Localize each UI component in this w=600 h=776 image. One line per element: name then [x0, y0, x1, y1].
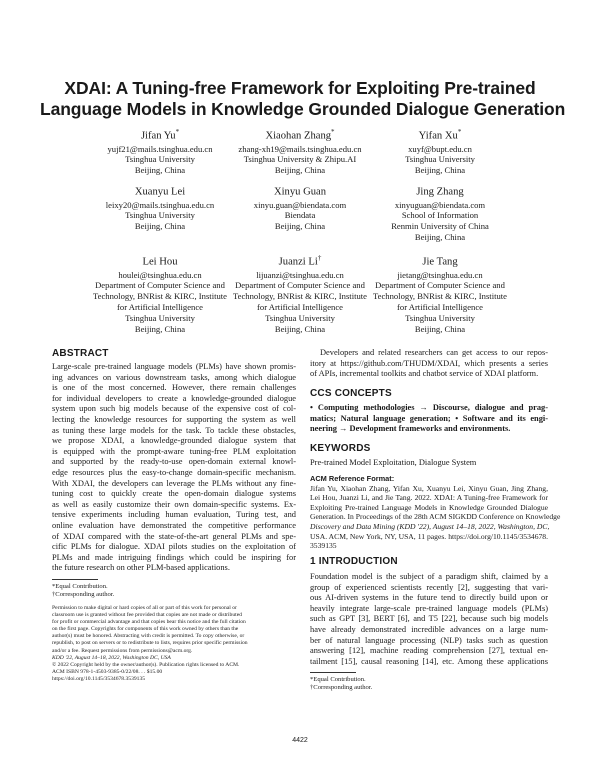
abstract-line: With XDAI, the developers can leverage the PLMs without any fine- [52, 478, 296, 488]
author-email[interactable]: leixy20@mails.tsinghua.edu.cn [105, 199, 215, 210]
reference-line[interactable]: USA. ACM, New York, NY, USA, 11 pages. https://doi.org/10.1145/3534678. [310, 531, 548, 541]
author-location: Beijing, China [134, 324, 186, 335]
reference-format [310, 474, 561, 551]
abstract-line: PLMs and made intriguing findings which could be inspiring for [52, 552, 296, 562]
permission-line: Permission to make digital or hard copies of all or part of this work for personal or [52, 605, 237, 611]
repository-line[interactable]: itory at https://github.com/THUDM/XDAI, which presents a series [310, 358, 548, 368]
repository-line: of APIs, incremental toolkits and chatbot service of XDAI platform. [310, 369, 539, 379]
permission-line: author(s) must be honored. Abstracting with credit is permitted. To copy otherwise, or [52, 633, 245, 640]
author-affiliation: Technology, BNRist & KIRC, Institute [93, 291, 227, 302]
author-location: Beijing, China [274, 221, 326, 232]
introduction-heading: 1 INTRODUCTION [310, 556, 398, 567]
right-footnotes [310, 676, 548, 693]
author-name: Jie Tang [422, 256, 458, 268]
reference-line: 3539135 [310, 541, 337, 551]
author-affiliation: Technology, BNRist & KIRC, Institute [233, 291, 367, 302]
abstract-line: ing advances on various downstream tasks, among which dialogue [52, 372, 296, 382]
author-affiliation: Tsinghua University [125, 210, 195, 221]
introduction-line: ber of natural language processing (NLP) tasks such as question [310, 635, 548, 645]
author-location: Beijing, China [134, 165, 186, 176]
author-mark: * [175, 128, 180, 136]
abstract-line: and supported by the ready-to-use open-domain external knowl- [52, 457, 296, 467]
author-block [220, 182, 380, 232]
abstract-line: Large-scale pre-trained language models (PLMs) have shown promis- [52, 362, 296, 371]
author-name: Yifan Xu [418, 130, 458, 142]
author-affiliation: Renmin University of China [391, 221, 489, 232]
footnote-equal-contribution: *Equal Contribution. [52, 583, 108, 590]
author-block [360, 252, 520, 335]
author-location: Beijing, China [274, 165, 326, 176]
author-name: Juanzi Li [278, 256, 318, 268]
introduction-line: answering [12], machine reading comprehension [27], textual en- [310, 646, 548, 656]
author-affiliation: for Artificial Intelligence [117, 302, 203, 313]
permission-line: classroom use is granted without fee provided that copies are not made or distributed [52, 612, 242, 619]
author-name: Xuanyu Lei [134, 186, 186, 198]
author-email[interactable]: lijuanzi@tsinghua.edu.cn [256, 269, 344, 280]
footnote-corresponding-author: †Corresponding author. [52, 591, 115, 599]
author-mark: * [331, 128, 335, 136]
introduction-line: ous AI-driven systems in the future tend to directly build upon or [310, 593, 548, 603]
permission-line: on the first page. Copyrights for components of this work owned by others than the [52, 626, 239, 633]
author-location: Beijing, China [414, 232, 466, 243]
abstract-heading: ABSTRACT [52, 348, 109, 359]
author-block [220, 252, 380, 335]
permission-line: and/or a fee. Request permissions from permissions@acm.org. [52, 647, 193, 654]
author-block [360, 126, 520, 176]
abstract-line: is equipped with the prompt-aware tuning-free PLM exploitation [52, 446, 296, 456]
ccs-line: neering → Development frameworks and environments. [310, 424, 511, 434]
abstract-line: tuning cost to quickly create the open-domain dialogue systems [52, 489, 296, 499]
reference-line: Jifan Yu, Xiaohan Zhang, Yifan Xu, Xuanyu Lei, Xinyu Guan, Jing Zhang, [310, 483, 548, 493]
author-location: Beijing, China [134, 221, 186, 232]
repository-line: Developers and related researchers can get access to our repos- [320, 348, 548, 357]
keywords-body [310, 458, 548, 469]
author-affiliation: Tsinghua University [265, 313, 335, 324]
introduction-line: such as GPT [3], BERT [6], and T5 [22], because such big models [310, 614, 548, 624]
abstract-line: lecting the knowledge resources for supporting the system as well [52, 414, 296, 424]
conference-line: KDD '22, August 14–18, 2022, Washington DC, USA [52, 654, 171, 661]
abstract-line: system upon such big models because of the expensive cost of col- [52, 404, 296, 414]
abstract-line: as tuning these large models for the task. To tackle these obstacles, [52, 425, 296, 435]
author-block [360, 182, 520, 243]
page-number: 4422 [292, 737, 308, 744]
author-affiliation: Department of Computer Science and [95, 280, 225, 291]
author-location: Beijing, China [414, 324, 466, 335]
author-affiliation: Technology, BNRist & KIRC, Institute [373, 291, 507, 302]
author-block [220, 126, 380, 176]
author-affiliation: Tsinghua University & Zhipu.AI [243, 154, 357, 165]
footnote-rule [52, 579, 98, 580]
introduction-body [310, 572, 548, 667]
author-name: Jifan Yu [140, 130, 176, 142]
author-affiliation: Biendata [284, 210, 316, 221]
keywords-text: Pre-trained Model Exploitation, Dialogue System [310, 458, 477, 467]
author-mark: * [457, 128, 462, 136]
keywords-heading: KEYWORDS [310, 443, 371, 454]
isbn-line: ACM ISBN 978-1-4503-9385-0/22/08. . . $15.00 [52, 668, 163, 675]
abstract-line: is one of the most concerned. However, there remain challenges [52, 383, 296, 393]
author-email[interactable]: xinyuguan@biendata.com [394, 199, 486, 210]
author-affiliation: Tsinghua University [125, 313, 195, 324]
author-email[interactable]: zhang-xh19@mails.tsinghua.edu.cn [238, 143, 362, 154]
reference-line: Exploiting Pre-trained Language Models in Knowledge Grounded Dialogue [310, 502, 548, 512]
author-email[interactable]: jietang@tsinghua.edu.cn [397, 269, 483, 280]
author-location: Beijing, China [414, 165, 466, 176]
ccs-heading: CCS CONCEPTS [310, 388, 392, 399]
abstract-body [52, 362, 296, 574]
author-email[interactable]: xuyf@bupt.edu.cn [408, 143, 472, 154]
abstract-line: the future research on other PLM-based applications. [52, 563, 230, 573]
abstract-line: edge resources plus the easy-to-change domain-specific mechanism. [52, 467, 296, 477]
author-name: Xiaohan Zhang [265, 130, 332, 142]
permission-line: republish, to post on servers or to redistribute to lists, requires prior specific permission [52, 640, 248, 647]
copyright-line: © 2022 Copyright held by the owner/author(s). Publication rights licensed to ACM. [52, 661, 240, 668]
author-email[interactable]: xinyu.guan@biendata.com [253, 199, 347, 210]
abstract-line: cific PLMs for dialogue. XDAI pilots studies on the exploitation of [52, 542, 296, 552]
ccs-line: matics; Natural language generation; • Software and its engi- [310, 413, 548, 423]
abstract-line: online evaluation have demonstrated the competitive performance [52, 520, 296, 530]
author-name: Jing Zhang [416, 186, 464, 198]
footnote-rule [310, 672, 356, 673]
title-line-1: XDAI: A Tuning-free Framework for Exploiting Pre-trained [64, 78, 536, 98]
ccs-line: • Computing methodologies → Discourse, dialogue and prag- [310, 403, 548, 412]
author-email[interactable]: yujf21@mails.tsinghua.edu.cn [107, 143, 213, 154]
author-email[interactable]: houlei@tsinghua.edu.cn [118, 269, 202, 280]
author-affiliation: Department of Computer Science and [235, 280, 365, 291]
author-mark: † [317, 254, 322, 262]
paper-title [40, 78, 566, 120]
author-block [80, 182, 240, 232]
permission-line: for profit or commercial advantage and that copies bear this notice and the full citation [52, 619, 246, 626]
author-affiliation: Tsinghua University [125, 154, 195, 165]
introduction-line: tailment [15], causal reasoning [14], etc. Among these applications [310, 656, 548, 666]
doi-link[interactable]: https://doi.org/10.1145/3534678.3539135 [52, 675, 146, 682]
introduction-line: heavily integrate large-scale pre-trained language models (PLMs) [310, 603, 548, 613]
ccs-body [310, 403, 548, 435]
author-block [80, 252, 240, 335]
author-affiliation: for Artificial Intelligence [397, 302, 483, 313]
author-affiliation: School of Information [401, 210, 479, 221]
abstract-line: of XDAI compared with the state-of-the-art general PLMs and spe- [52, 531, 296, 541]
abstract-line: as well as easily customize their own domain-specific systems. Ex- [52, 499, 296, 509]
author-affiliation: for Artificial Intelligence [257, 302, 343, 313]
permission-block [52, 605, 296, 683]
author-block [80, 126, 240, 176]
author-location: Beijing, China [274, 324, 326, 335]
reference-line: Lei Hou, Juanzi Li, and Jie Tang. 2022. XDAI: A Tuning-free Framework for [310, 493, 548, 503]
author-name: Xinyu Guan [273, 186, 327, 198]
introduction-line: group of experienced scientists recently [2], suggesting that vari- [310, 582, 548, 592]
author-affiliation: Tsinghua University [405, 313, 475, 324]
title-line-2: Language Models in Knowledge Grounded Dialogue Generation [40, 99, 566, 119]
author-affiliation: Department of Computer Science and [375, 280, 505, 291]
abstract-line: tensive experiments including human evaluation, Turing test, and [52, 510, 296, 520]
introduction-line: Foundation model is the subject of a paradigm shift, claimed by a [310, 572, 548, 581]
reference-line: Generation. In Proceedings of the 28th ACM SIGKDD Conference on Knowledge [310, 512, 561, 522]
introduction-line: have already demonstrated incredible advances on a large num- [310, 624, 548, 634]
abstract-line: for individual developers to create a knowledge-grounded dialogue [52, 393, 296, 403]
left-footnotes [52, 583, 296, 600]
author-name: Lei Hou [142, 256, 178, 268]
repository-paragraph [310, 348, 548, 380]
author-affiliation: Tsinghua University [405, 154, 475, 165]
reference-line: Discovery and Data Mining (KDD '22), August 14–18, 2022, Washington, DC, [310, 521, 550, 531]
footnote-equal-contribution: *Equal Contribution. [310, 676, 366, 683]
footnote-corresponding-author: †Corresponding author. [310, 684, 373, 692]
abstract-line: we propose XDAI, a knowledge-grounded dialogue system that [52, 436, 296, 446]
reference-format-heading: ACM Reference Format: [310, 474, 395, 483]
